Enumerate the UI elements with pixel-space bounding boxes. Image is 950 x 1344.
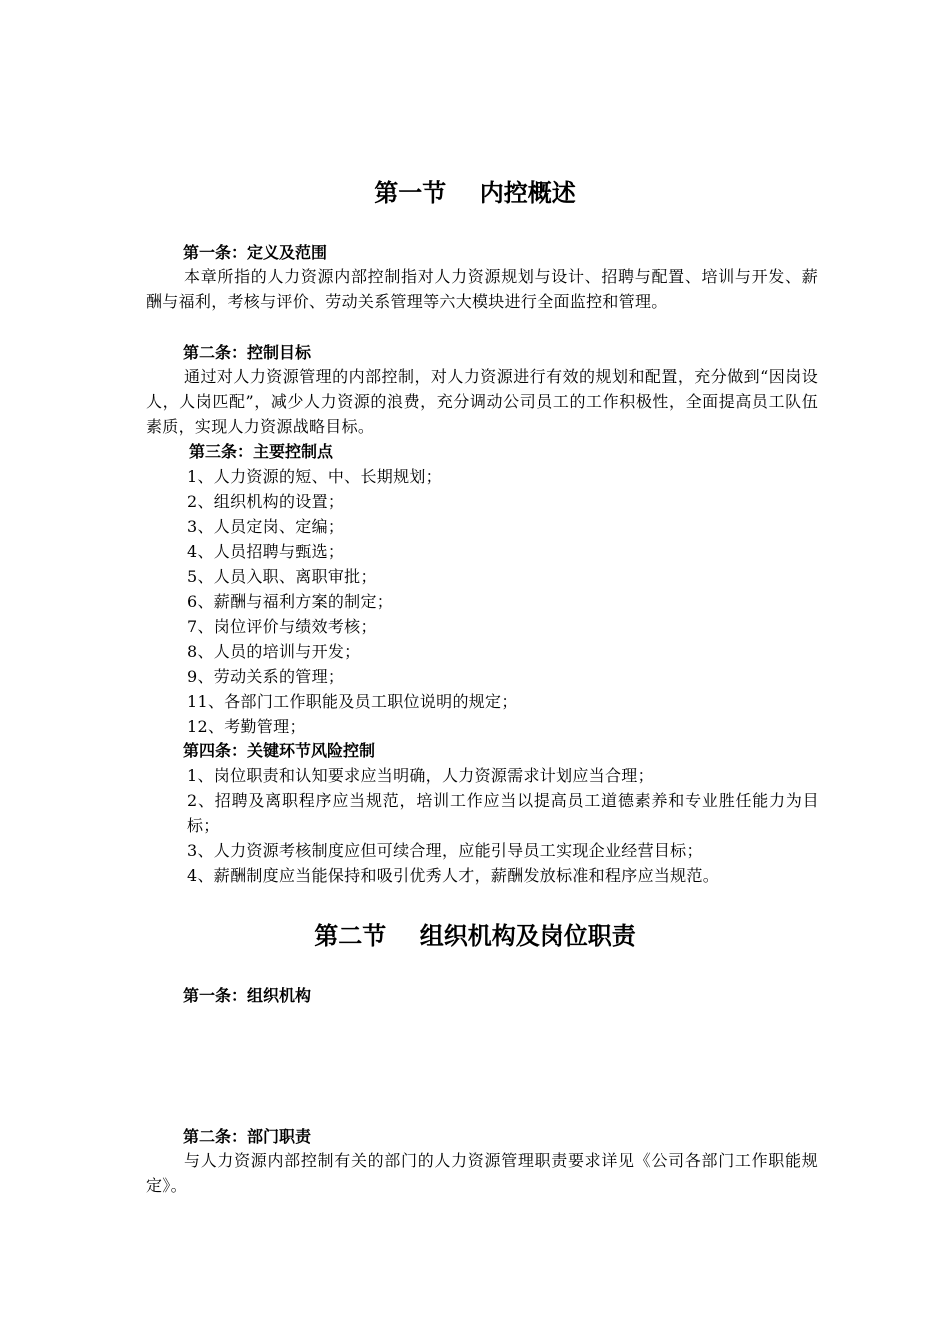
control-point-item: 1、人力资源的短、中、长期规划； xyxy=(187,467,442,486)
risk-control-item: 3、人力资源考核制度应但可续合理，应能引导员工实现企业经营目标； xyxy=(187,841,703,860)
control-point-item: 12、考勤管理； xyxy=(187,717,306,736)
article-4-heading: 第四条：关键环节风险控制 xyxy=(183,741,376,760)
control-point-item: 3、人员定岗、定编； xyxy=(187,517,345,536)
control-point-item: 11、各部门工作职能及员工职位说明的规定； xyxy=(187,692,518,711)
article-1-heading: 第一条：定义及范围 xyxy=(183,243,328,262)
article-2-text: 通过对人力资源管理的内部控制，对人力资源进行有效的规划和配置，充分做到“因岗设人，人岗匹配”，减少人力资源的浪费，充分调动公司员工的工作积极性，全面提高员工队伍素质，实现人力资源战略目标。 xyxy=(146,367,818,436)
section-2-title: 第二节 组织机构及岗位职责 xyxy=(314,922,636,950)
article-2-heading: 第二条：控制目标 xyxy=(183,343,312,362)
risk-control-item: 4、薪酬制度应当能保持和吸引优秀人才，薪酬发放标准和程序应当规范。 xyxy=(187,866,720,885)
article-1-text: 本章所指的人力资源内部控制指对人力资源规划与设计、招聘与配置、培训与开发、薪酬与福利，考核与评价、劳动关系管理等六大模块进行全面监控和管理。 xyxy=(146,267,818,311)
risk-control-item: 1、岗位职责和认知要求应当明确，人力资源需求计划应当合理； xyxy=(187,766,654,785)
article-3-heading: 第三条：主要控制点 xyxy=(189,442,334,461)
section-2-article-1-heading: 第一条：组织机构 xyxy=(183,986,312,1005)
control-point-item: 7、岗位评价与绩效考核； xyxy=(187,617,377,636)
risk-control-item: 2、招聘及离职程序应当规范，培训工作应当以提高员工道德素养和专业胜任能力为目标； xyxy=(187,791,819,835)
control-point-item: 6、薪酬与福利方案的制定； xyxy=(187,592,394,611)
section-1-title: 第一节 内控概述 xyxy=(374,179,576,207)
control-point-item: 4、人员招聘与甄选； xyxy=(187,542,345,561)
control-point-item: 9、劳动关系的管理； xyxy=(187,667,345,686)
section-2-article-2-text: 与人力资源内部控制有关的部门的人力资源管理职责要求详见《公司各部门工作职能规定》。 xyxy=(146,1151,818,1195)
control-point-item: 8、人员的培训与开发； xyxy=(187,642,361,661)
section-2-article-2-heading: 第二条：部门职责 xyxy=(183,1127,312,1146)
control-point-item: 5、人员入职、离职审批； xyxy=(187,567,377,586)
control-point-item: 2、组织机构的设置； xyxy=(187,492,345,511)
